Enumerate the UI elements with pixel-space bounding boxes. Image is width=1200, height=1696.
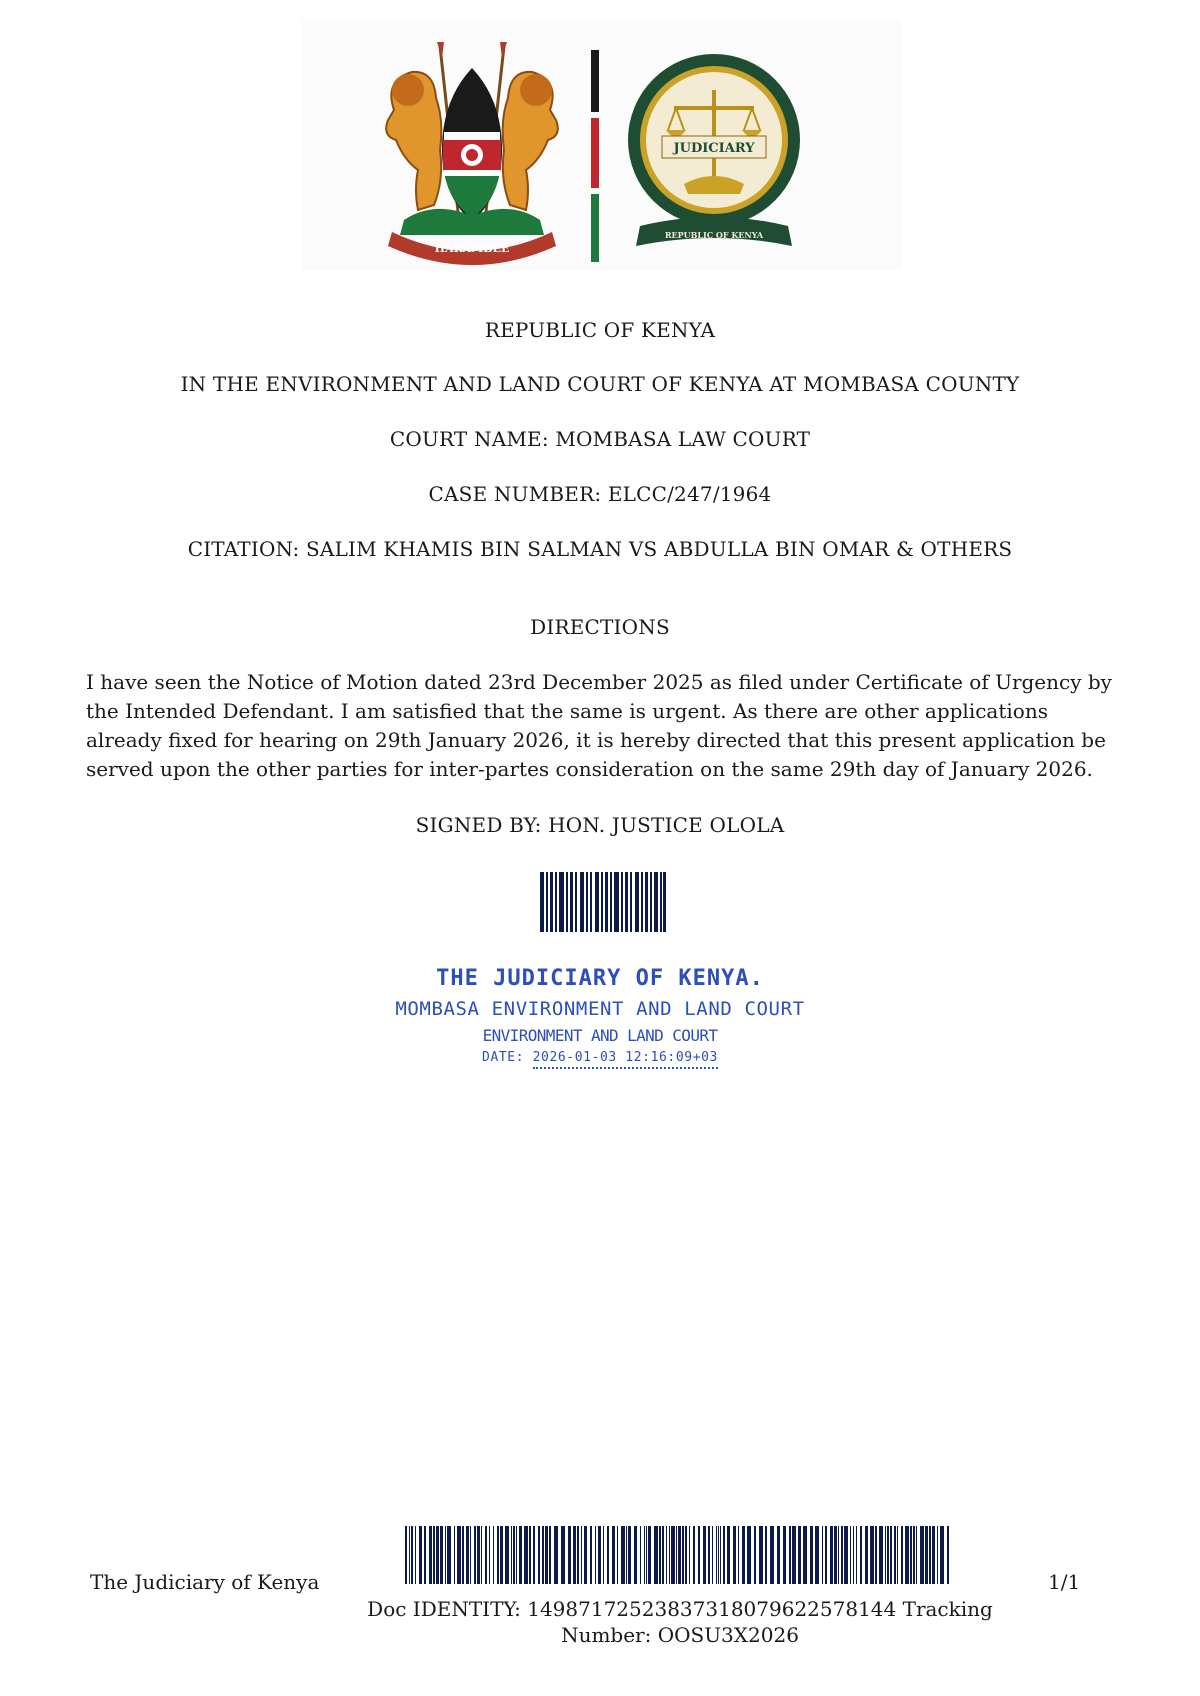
stamp-date-label: DATE: [482, 1050, 525, 1065]
stamp-date-line [0, 1050, 1200, 1065]
stamp-date-value: 2026-01-03 12:16:09+03 [533, 1050, 718, 1069]
stamp-division: ENVIRONMENT AND LAND COURT [482, 1026, 718, 1045]
court-name: COURT NAME: MOMBASA LAW COURT [389, 427, 811, 451]
stamp-title: THE JUDICIARY OF KENYA. [436, 966, 764, 991]
judiciary-seal-icon [624, 48, 804, 258]
coat-of-arms-icon [374, 40, 570, 265]
footer-barcode-icon [405, 1526, 953, 1584]
footer-issuer: The Judiciary of Kenya [90, 1570, 320, 1594]
directions-body: I have seen the Notice of Motion dated 23rd December 2025 as filed under Certificate of Urgency by the Intended Defendant. I am satisfied that the same is urgent. As there are other applications already fixed for hearing on 29th January 2026, it is hereby directed that this present application be served upon the other parties for inter-partes consideration on the same 29th day of January 2026. [86, 670, 1112, 781]
stamp-court: MOMBASA ENVIRONMENT AND LAND COURT [395, 998, 805, 1020]
citation: CITATION: SALIM KHAMIS BIN SALMAN VS ABDULLA BIN OMAR & OTHERS [187, 537, 1013, 561]
flag-divider [591, 50, 599, 262]
page-number: 1/1 [1048, 1570, 1081, 1594]
stamp-barcode-icon [540, 872, 666, 932]
signed-by: SIGNED BY: HON. JUSTICE OLOLA [415, 813, 785, 837]
seal-ribbon: REPUBLIC OF KENYA [664, 230, 764, 240]
seal-title: JUDICIARY [673, 141, 755, 156]
case-number: CASE NUMBER: ELCC/247/1964 [428, 482, 772, 506]
country-heading: REPUBLIC OF KENYA [484, 318, 716, 342]
doc-identity: Doc IDENTITY: 14987172523837318079622578144 Tracking Number: OOSU3X2026 [367, 1597, 993, 1647]
coat-motto: HARAMBEE [434, 242, 510, 255]
section-title: DIRECTIONS [530, 615, 670, 639]
court-heading: IN THE ENVIRONMENT AND LAND COURT OF KENYA AT MOMBASA COUNTY [180, 372, 1020, 396]
header-emblems [302, 20, 902, 270]
